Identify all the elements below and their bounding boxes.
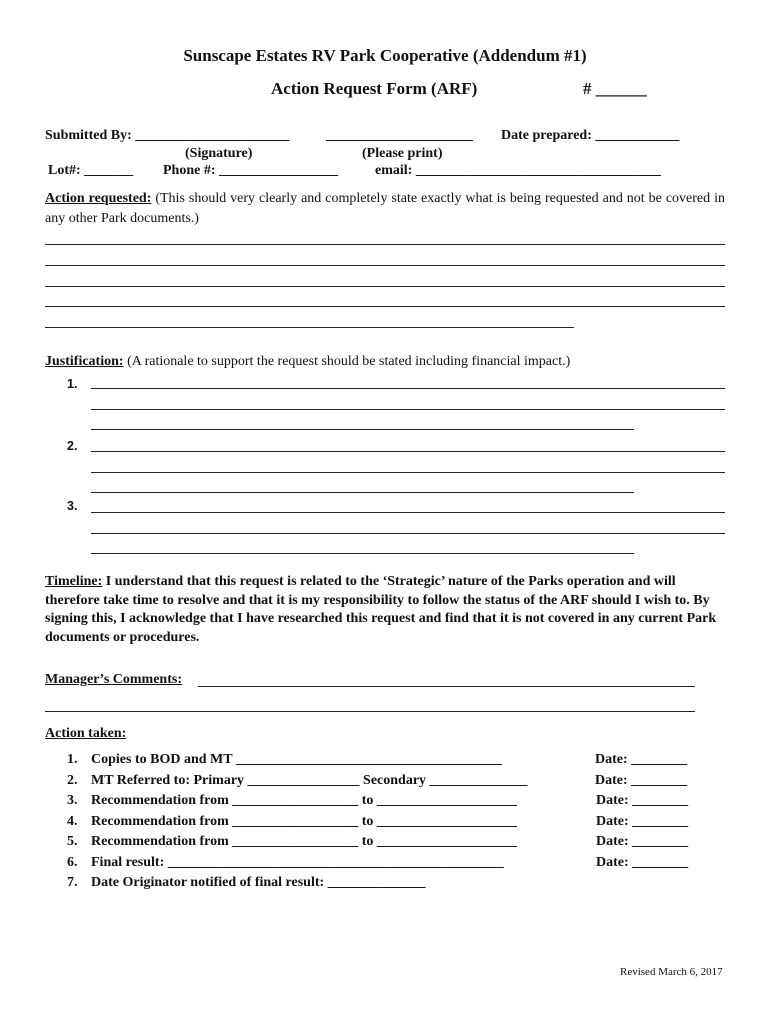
action-taken-date[interactable]: Date: ________	[596, 793, 689, 808]
action-taken-item[interactable]: Copies to BOD and MT ______________________________________	[91, 752, 502, 767]
action-taken-item[interactable]: Recommendation from __________________ to ____________________	[91, 834, 517, 849]
lot-field[interactable]: Lot#: _______	[48, 163, 134, 178]
signature-note: (Signature)	[185, 146, 253, 161]
justification-3-line-1[interactable]	[91, 512, 725, 513]
justification-item-number: 2.	[67, 439, 78, 453]
action-taken-item[interactable]: Recommendation from __________________ to ____________________	[91, 793, 517, 808]
manager-comments-line-2[interactable]	[45, 711, 695, 712]
timeline-section	[45, 573, 725, 647]
justification-2-line-2[interactable]	[91, 472, 725, 473]
justification-2-line-3[interactable]	[91, 492, 634, 493]
date-prepared-field[interactable]: Date prepared: ____________	[501, 128, 680, 143]
action-taken-item[interactable]: Recommendation from __________________ to ____________________	[91, 814, 517, 829]
action-taken-item[interactable]: Final result: ________________________________________________	[91, 855, 504, 870]
justification-2-line-1[interactable]	[91, 451, 725, 452]
action-taken-date[interactable]: Date: ________	[595, 752, 688, 767]
action-taken-number: 3.	[67, 793, 78, 808]
action-taken-number: 1.	[67, 752, 78, 767]
action-requested-text: (This should very clearly and completely state exactly what is being requested and not be covered in any other Park documents.)	[45, 191, 725, 226]
manager-comments-line-1[interactable]	[198, 686, 695, 687]
manager-comments-heading: Manager’s Comments:	[45, 672, 182, 687]
justification-item-number: 1.	[67, 377, 78, 391]
submitted-by-field[interactable]: Submitted By: ______________________	[45, 128, 290, 143]
justification-item-number: 3.	[67, 499, 78, 513]
email-field[interactable]: email: ___________________________________	[375, 163, 661, 178]
action-line-5[interactable]	[45, 327, 574, 328]
justification-heading: Justification:	[45, 354, 124, 369]
action-taken-date[interactable]: Date: ________	[596, 834, 689, 849]
action-requested-section	[45, 189, 725, 229]
form-number[interactable]: # ______	[583, 79, 647, 98]
timeline-heading: Timeline:	[45, 574, 103, 589]
justification-1-line-1[interactable]	[91, 388, 725, 389]
action-line-1[interactable]	[45, 244, 725, 245]
print-note: (Please print)	[362, 146, 443, 161]
form-name: Action Request Form (ARF)	[271, 79, 478, 98]
justification-3-line-2[interactable]	[91, 533, 725, 534]
action-taken-date[interactable]: Date: ________	[595, 773, 688, 788]
form-title: Sunscape Estates RV Park Cooperative (Addendum #1)	[183, 46, 587, 65]
action-taken-number: 5.	[67, 834, 78, 849]
action-taken-date[interactable]: Date: ________	[596, 855, 689, 870]
justification-3-line-3[interactable]	[91, 553, 634, 554]
timeline-text: I understand that this request is related to the ‘Strategic’ nature of the Parks operation and will therefore take time to resolve and that it is my responsibility to follow the status of the ARF should I wish to. By signing this, I acknowledge that I have researched this request and find that it is not covered in any current Park documents or procedures.	[45, 574, 717, 645]
justification-text: (A rationale to support the request should be stated including financial impact.)	[123, 354, 571, 369]
revised-date: Revised March 6, 2017	[620, 966, 723, 978]
phone-field[interactable]: Phone #: _________________	[163, 163, 338, 178]
action-line-3[interactable]	[45, 286, 725, 287]
action-taken-date[interactable]: Date: ________	[596, 814, 689, 829]
action-taken-heading: Action taken:	[45, 726, 127, 741]
justification-section	[45, 354, 570, 370]
action-taken-number: 6.	[67, 855, 78, 870]
action-taken-number: 2.	[67, 773, 78, 788]
action-line-4[interactable]	[45, 306, 725, 307]
action-taken-number: 4.	[67, 814, 78, 829]
action-taken-item[interactable]: MT Referred to: Primary ________________ Secondary ______________	[91, 773, 528, 788]
justification-1-line-2[interactable]	[91, 409, 725, 410]
action-line-2[interactable]	[45, 265, 725, 266]
justification-1-line-3[interactable]	[91, 429, 634, 430]
action-taken-item[interactable]: Date Originator notified of final result: ______________	[91, 875, 426, 890]
action-requested-heading: Action requested:	[45, 191, 152, 206]
action-taken-number: 7.	[67, 875, 78, 890]
print-name-field[interactable]: _____________________	[326, 128, 473, 143]
